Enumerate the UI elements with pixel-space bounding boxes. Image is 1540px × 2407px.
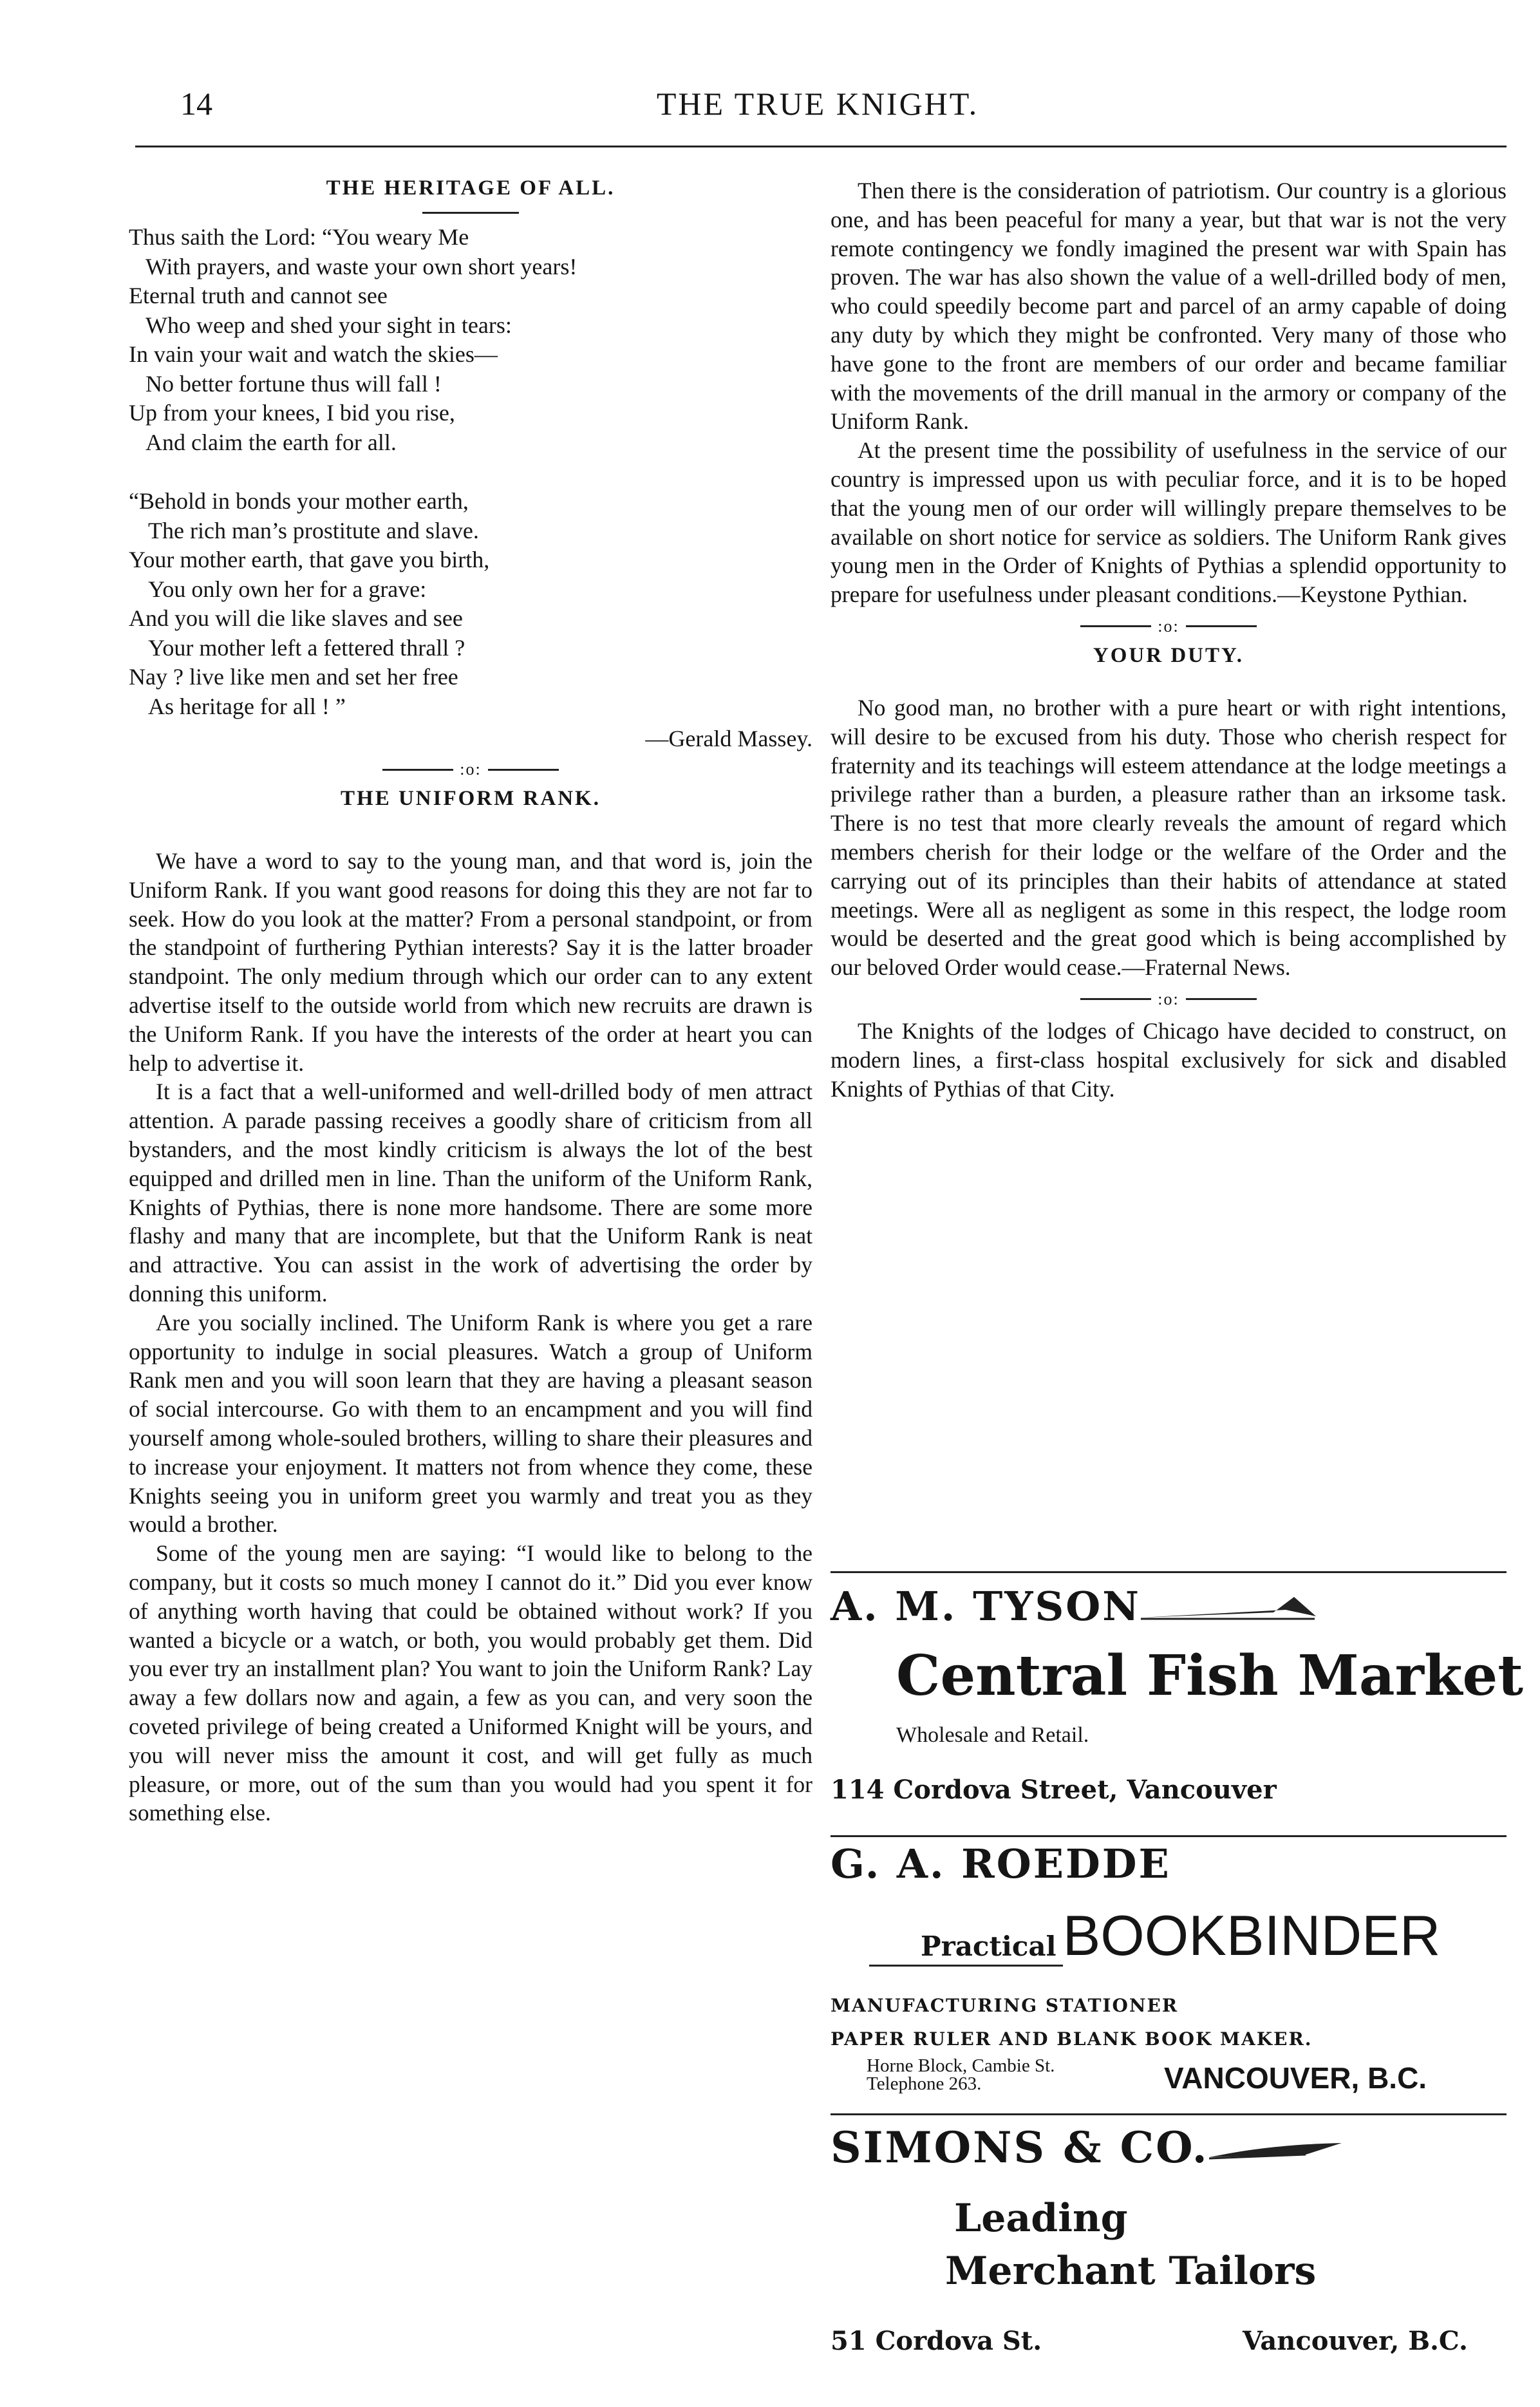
simons-name-row <box>831 2122 1344 2173</box>
uniform-rank-title: THE UNIFORM RANK. <box>341 787 601 810</box>
poem-line: Your mother earth, that gave you birth, <box>129 547 490 572</box>
poem-line: And you will die like slaves and see <box>129 605 463 631</box>
section-separator: :o: <box>831 617 1507 636</box>
poem-line: The rich man’s prostitute and slave. <box>148 517 479 543</box>
simons-address: 51 Cordova St. <box>831 2326 1042 2356</box>
simons-city: Vancouver, B.C. <box>1243 2326 1468 2356</box>
poem-stanza-1 <box>129 223 812 457</box>
pen-flourish-icon <box>1141 1591 1321 1623</box>
article-paragraph: Then there is the consideration of patriotism. Our country is a glorious one, and has been peaceful for many a year, but that war is not the very remote contingency we fondly imagined the present war with Spain has proven. The war has also shown the value of a well-drilled body of men, who could speedily become part and parcel of an army capable of doing any duty by which they might be confronted. Very many of those who have gone to the front are members of our order and became familiar with the movements of the drill manual in the armory or company of the Uniform Rank. <box>831 178 1507 435</box>
poem-line: With prayers, and waste your own short years! <box>146 253 578 279</box>
simons-line-1: Leading <box>954 2196 1128 2241</box>
tyson-address: 114 Cordova Street, Vancouver <box>831 1775 1277 1805</box>
ad-rule <box>831 2113 1507 2115</box>
roedde-line-2: PAPER RULER AND BLANK BOOK MAKER. <box>831 2028 1313 2050</box>
roedde-name: G. A. ROEDDE <box>831 1840 1171 1887</box>
poem-title-rule <box>422 212 519 214</box>
poem-line: Up from your knees, I bid you rise, <box>129 400 455 426</box>
article-paragraph: We have a word to say to the young man, and that word is, join the Uniform Rank. If you want good reasons for doing this they are not far to seek. How do you look at the matter? From a personal standpoint, or from the standpoint of furthering Pythian interests? Say it is the latter broader standpoint. The only medium through which our order can to any extent advertise itself to the outside world from which new recruits are drawn is the Uniform Rank. If you have the interests of the order at heart you can help to advertise it. <box>129 848 812 1076</box>
poem-line: Who weep and shed your sight in tears: <box>146 312 512 338</box>
poem-line: “Behold in bonds your mother earth, <box>129 488 469 514</box>
article-paragraph: Some of the young men are saying: “I would like to belong to the company, but it costs so much money I cannot do it.” Did you ever know of anything worth having that could be obtained without work? If you wanted a bicycle or a watch, or both, you would probably get them. Did you ever try an installment plan? You want to join the Uniform Rank? Lay away a few dollars now and again, a few as you can, and very soon the coveted privilege of being created a Uniformed Knight will be yours, and you will never miss the amount it cost, and will get fully as much pleasure, or more, out of the sum than you would had you spent it for something else. <box>129 1540 812 1826</box>
poem-line: Your mother left a fettered thrall ? <box>148 634 465 661</box>
tyson-tagline: Wholesale and Retail. <box>896 1723 1089 1747</box>
roedde-phone: Telephone 263. <box>867 2073 982 2094</box>
tyson-business-name: Central Fish Market <box>896 1643 1523 1708</box>
poem-line: Eternal truth and cannot see <box>129 283 388 308</box>
page-header <box>129 85 1507 137</box>
article-paragraph: Are you socially inclined. The Uniform Rank is where you get a rare opportunity to indulge in social pleasures. Watch a group of Uniform Rank men and you will soon learn that they are having a pleasant season of social intercourse. Go with them to an encampment and you will find yourself among whole-souled brothers, willing to share their pleasures and to increase your enjoyment. It matters not from whence they come, these Knights seeing you in uniform greet you warmly and treat you as they would a brother. <box>129 1309 812 1538</box>
section-separator: :o: <box>129 760 812 779</box>
roedde-address <box>867 2057 1055 2093</box>
pen-flourish-icon <box>1209 2131 1344 2164</box>
roedde-address-line: Horne Block, Cambie St. <box>867 2055 1055 2076</box>
ad-rule <box>831 1571 1507 1573</box>
article-paragraph: No good man, no brother with a pure heart or with right intentions, will desire to be excused from his duty. Those who cherish respect for fraternity and its teachings will esteem attendance at the lodge meetings a privilege rather than a burden, a pleasure rather than an irksome task. There is no test that more clearly reveals the amount of regard which members cherish for their lodge or the welfare of the Order and the carrying out of its principles than their habits of attendance at stated meetings. Were all as negligent as some in this respect, the lodge room would be deserted and the great good which is being accomplished by our beloved Order would cease.—Fraternal News. <box>831 694 1507 981</box>
simons-line-2: Merchant Tailors <box>945 2249 1317 2294</box>
poem-line: Nay ? live like men and set her free <box>129 664 458 690</box>
section-separator: :o: <box>831 990 1507 1009</box>
poem-line: You only own her for a grave: <box>148 576 427 602</box>
roedde-line-1: MANUFACTURING STATIONER <box>831 1995 1179 2016</box>
roedde-practical: Practical <box>869 1930 1063 1967</box>
simons-name: SIMONS & CO. <box>831 2122 1209 2173</box>
poem-author: —Gerald Massey. <box>645 726 812 751</box>
your-duty-title: YOUR DUTY. <box>1093 643 1244 667</box>
header-rule <box>135 146 1507 147</box>
tyson-name-row <box>831 1583 1321 1630</box>
poem-line: Thus saith the Lord: “You weary Me <box>129 224 469 250</box>
tyson-advertisement <box>831 1583 1523 1834</box>
poem-line: As heritage for all ! ” <box>148 693 346 719</box>
left-column <box>129 176 812 1827</box>
roedde-advertisement <box>831 1840 1507 2111</box>
right-column <box>831 176 1507 1103</box>
running-title: THE TRUE KNIGHT. <box>656 86 979 122</box>
bookbinder-row <box>869 1905 1440 1967</box>
ad-rule <box>831 1835 1507 1837</box>
roedde-trade: BOOKBINDER <box>1062 1903 1441 1967</box>
roedde-city: VANCOUVER, B.C. <box>1164 2061 1427 2095</box>
poem-line: And claim the earth for all. <box>146 429 397 455</box>
article-paragraph: At the present time the possibility of usefulness in the service of our country is impressed upon us with peculiar force, and it is to be hoped that the young men of our order will willingly prepare themselves to be available on short notice for service as soldiers. The Uniform Rank gives young men in the Order of Knights of Pythias a splendid opportunity to prepare for usefulness under pleasant conditions.—Keystone Pythian. <box>831 437 1507 608</box>
chicago-news-item: The Knights of the lodges of Chicago have decided to construct, on modern lines, a first-class hospital exclusively for sick and disabled Knights of Pythias of that City. <box>831 1017 1507 1102</box>
poem-line: No better fortune thus will fall ! <box>146 370 442 397</box>
poem-line: In vain your wait and watch the skies— <box>129 341 498 367</box>
article-paragraph: It is a fact that a well-uniformed and well-drilled body of men attract attention. A parade passing receives a goodly share of criticism from all bystanders, and the most kindly criticism is always the lot of the best equipped and drilled men in line. Than the uniform of the Uniform Rank, Knights of Pythias, there is none more handsome. There are some more flashy and many that are incomplete, but that the Uniform Rank is neat and attractive. You can assist in the work of advertising the order by donning this uniform. <box>129 1079 812 1307</box>
poem-title: THE HERITAGE OF ALL. <box>326 176 615 200</box>
tyson-name: A. M. TYSON <box>831 1583 1141 1630</box>
poem-stanza-2 <box>129 487 812 721</box>
page-number: 14 <box>180 86 212 122</box>
simons-advertisement <box>831 2122 1507 2380</box>
